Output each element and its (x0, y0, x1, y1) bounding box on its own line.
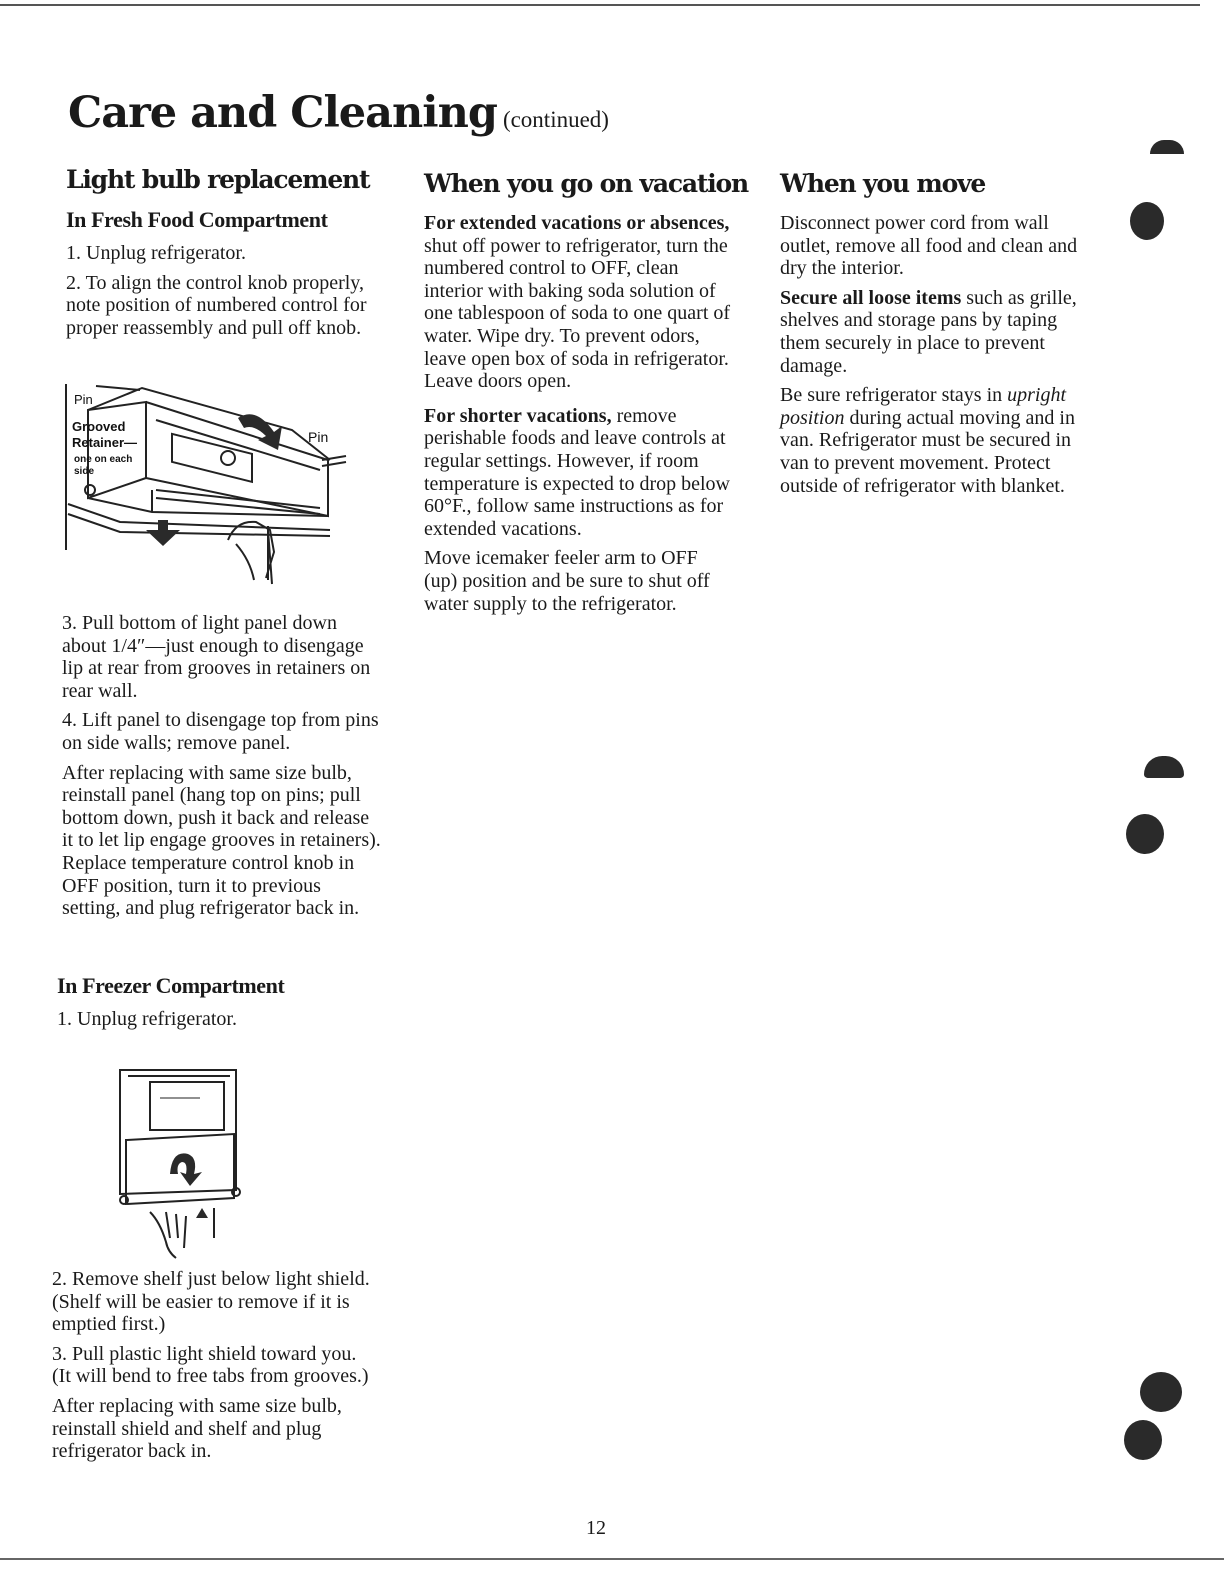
vacation-shorter-lead: For shorter vacations, (424, 404, 612, 427)
light-panel-drawing (60, 380, 360, 590)
fresh-step-4: 4. Lift panel to disengage top from pins on side walls; remove panel. (62, 709, 379, 754)
vacation-extended-lead: For extended vacations or absences, (424, 212, 730, 234)
freezer-shield-illustration (110, 1062, 250, 1262)
freezer-after-replacing: After replacing with same size bulb, reinstall shield and shelf and plug refrigerator back in. (52, 1394, 342, 1463)
fresh-step-3: 3. Pull bottom of light panel down about 1/4″—just enough to disengage lip at rear from grooves in retainers on rear wall. (62, 612, 371, 702)
label-pin-left: Pin (74, 392, 93, 407)
freezer-steps-continued (52, 1268, 372, 1470)
page-title-main: Care and Cleaning (68, 88, 497, 138)
move-heading: When you move (780, 169, 986, 198)
move-upright-text-b: during actual moving and in van. Refrigerator must be secured in van to prevent movement. Protect outside of refrigerator with blanket. (780, 406, 1075, 497)
binder-mark-2 (1130, 202, 1164, 240)
binder-mark-6 (1124, 1420, 1162, 1460)
binder-mark-5 (1140, 1372, 1182, 1412)
light-bulb-section (66, 166, 376, 346)
move-secure-paragraph (780, 287, 1090, 377)
binder-mark-3 (1144, 756, 1184, 778)
vacation-shorter-text: remove perishable foods and leave controls at regular settings. However, if room temperature is expected to drop below 60°F., follow same instructions as for extended vacations. (424, 404, 730, 540)
vacation-extended-text: shut off power to refrigerator, turn the numbered control to OFF, clean interior with baking soda solution of one tablespoon of soda to one quart of water. Wipe dry. To prevent odors, leave open box of soda in refrigerator. Leave doors open. (424, 234, 731, 393)
move-secure-text: such as grille, shelves and storage pans by taping them securely in place to prevent damage. (780, 286, 1077, 377)
freezer-step-2: 2. Remove shelf just below light shield. (Shelf will be easier to remove if it is emptied first.) (52, 1268, 370, 1336)
fresh-step-2: 2. To align the control knob properly, note position of numbered control for proper reassembly and pull off knob. (66, 271, 367, 339)
fresh-step-1: 1. Unplug refrigerator. (66, 242, 246, 264)
label-retainer: Retainer— (72, 435, 138, 450)
freezer-shield-drawing (110, 1062, 250, 1262)
vacation-extended-paragraph (424, 212, 734, 393)
move-upright-text-a: Be sure refrigerator stays in (780, 384, 1008, 407)
light-bulb-heading: Light bulb replacement (66, 165, 370, 194)
move-upright-italic: upright position (780, 384, 1067, 429)
page-title-sub: (continued) (502, 107, 609, 132)
page-number: 12 (586, 1517, 606, 1539)
freezer-step-3: 3. Pull plastic light shield toward you. (It will bend to free tabs from grooves.) (52, 1342, 369, 1388)
label-one-on-each: one on each (74, 454, 133, 465)
binder-mark-4 (1126, 814, 1164, 854)
bottom-rule (0, 1558, 1224, 1560)
move-upright-paragraph (780, 384, 1090, 497)
binder-mark-1 (1150, 140, 1184, 154)
page-title (68, 88, 609, 138)
vacation-icemaker-paragraph: Move icemaker feeler arm to OFF (up) position and be sure to shut off water supply to the refrigerator. (424, 547, 710, 615)
vacation-shorter-paragraph (424, 405, 734, 541)
freezer-heading: In Freezer Compartment (57, 973, 285, 998)
freezer-step-1: 1. Unplug refrigerator. (57, 1008, 237, 1030)
top-rule (0, 4, 1200, 6)
fresh-after-replacing: After replacing with same size bulb, reinstall panel (hang top on pins; pull bottom down, push it back and release it to let lip engage grooves in retainers). Replace temperature control knob in OFF position, turn it to previous setting, and plug refrigerator back in. (62, 761, 381, 920)
move-secure-lead: Secure all loose items (780, 286, 962, 309)
vacation-heading: When you go on vacation (424, 169, 748, 198)
fresh-food-heading: In Fresh Food Compartment (66, 207, 328, 232)
move-section (780, 170, 1090, 504)
light-panel-illustration (60, 380, 360, 590)
label-grooved: Grooved (72, 419, 126, 434)
label-side: side (74, 466, 95, 477)
vacation-section (424, 169, 748, 622)
freezer-section (57, 974, 377, 1038)
label-pin-right: Pin (308, 429, 329, 445)
move-disconnect-paragraph: Disconnect power cord from wall outlet, remove all food and clean and dry the interior. (780, 212, 1078, 280)
fresh-food-steps-continued (62, 612, 382, 927)
